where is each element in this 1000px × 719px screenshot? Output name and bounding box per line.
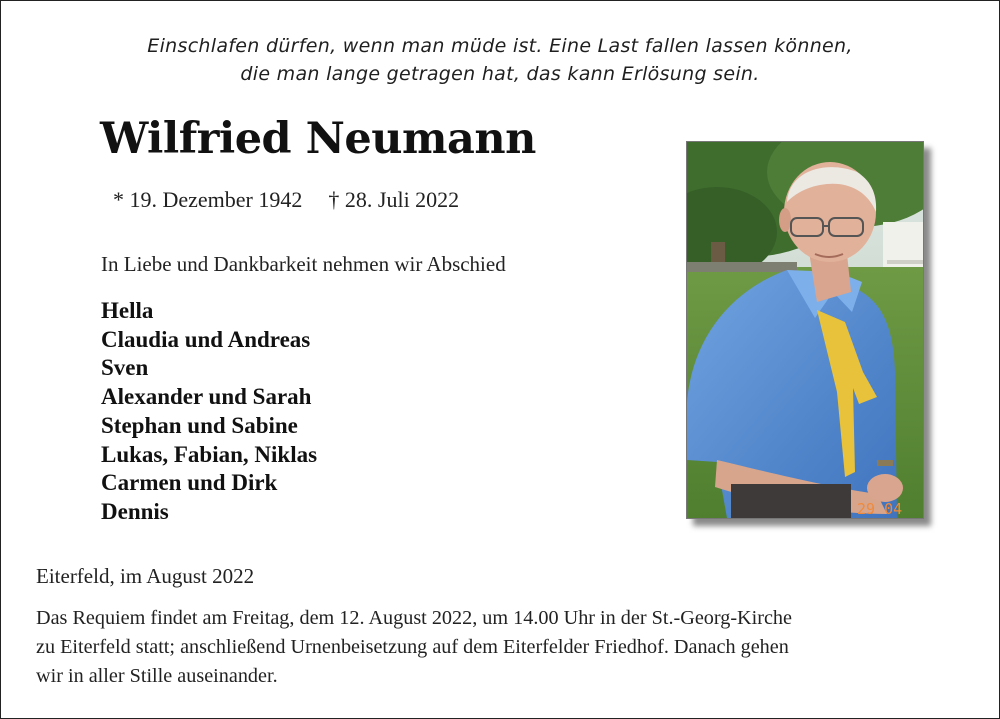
requiem-line-3: wir in aller Stille auseinander. bbox=[36, 665, 278, 687]
farewell-text: In Liebe und Dankbarkeit nehmen wir Abschied bbox=[101, 252, 506, 276]
life-dates bbox=[113, 187, 459, 213]
mourner-name: Sven bbox=[101, 355, 149, 381]
requiem-line-1: Das Requiem findet am Freitag, dem 12. August 2022, um 14.00 Uhr in der St.-Georg-Kirche bbox=[36, 607, 792, 629]
quote-line-1: Einschlafen dürfen, wenn man müde ist. Eine Last fallen lassen können, bbox=[147, 35, 853, 57]
deceased-name: Wilfried Neumann bbox=[100, 114, 536, 164]
mourner-name: Dennis bbox=[101, 498, 169, 524]
portrait-photo bbox=[686, 141, 924, 519]
memorial-quote bbox=[0, 32, 1000, 88]
mourners-list bbox=[101, 297, 317, 527]
photo-date-stamp: 29 04 bbox=[857, 500, 903, 518]
mourner-name: Claudia und Andreas bbox=[101, 326, 311, 352]
death-date: † 28. Juli 2022 bbox=[328, 187, 460, 212]
mourner-name: Alexander und Sarah bbox=[101, 384, 312, 410]
birth-date: * 19. Dezember 1942 bbox=[113, 187, 303, 212]
mourner-name: Carmen und Dirk bbox=[101, 470, 278, 496]
mourner-name: Stephan und Sabine bbox=[101, 412, 298, 438]
requiem-line-2: zu Eiterfeld statt; anschließend Urnenbeisetzung auf dem Eiterfelder Friedhof. Danach gehen bbox=[36, 636, 789, 658]
mourner-name: Lukas, Fabian, Niklas bbox=[101, 441, 318, 467]
quote-line-2: die man lange getragen hat, das kann Erlösung sein. bbox=[240, 63, 760, 85]
mourner-name: Hella bbox=[101, 298, 154, 323]
requiem-notice bbox=[36, 604, 792, 691]
place-and-date: Eiterfeld, im August 2022 bbox=[36, 564, 255, 588]
